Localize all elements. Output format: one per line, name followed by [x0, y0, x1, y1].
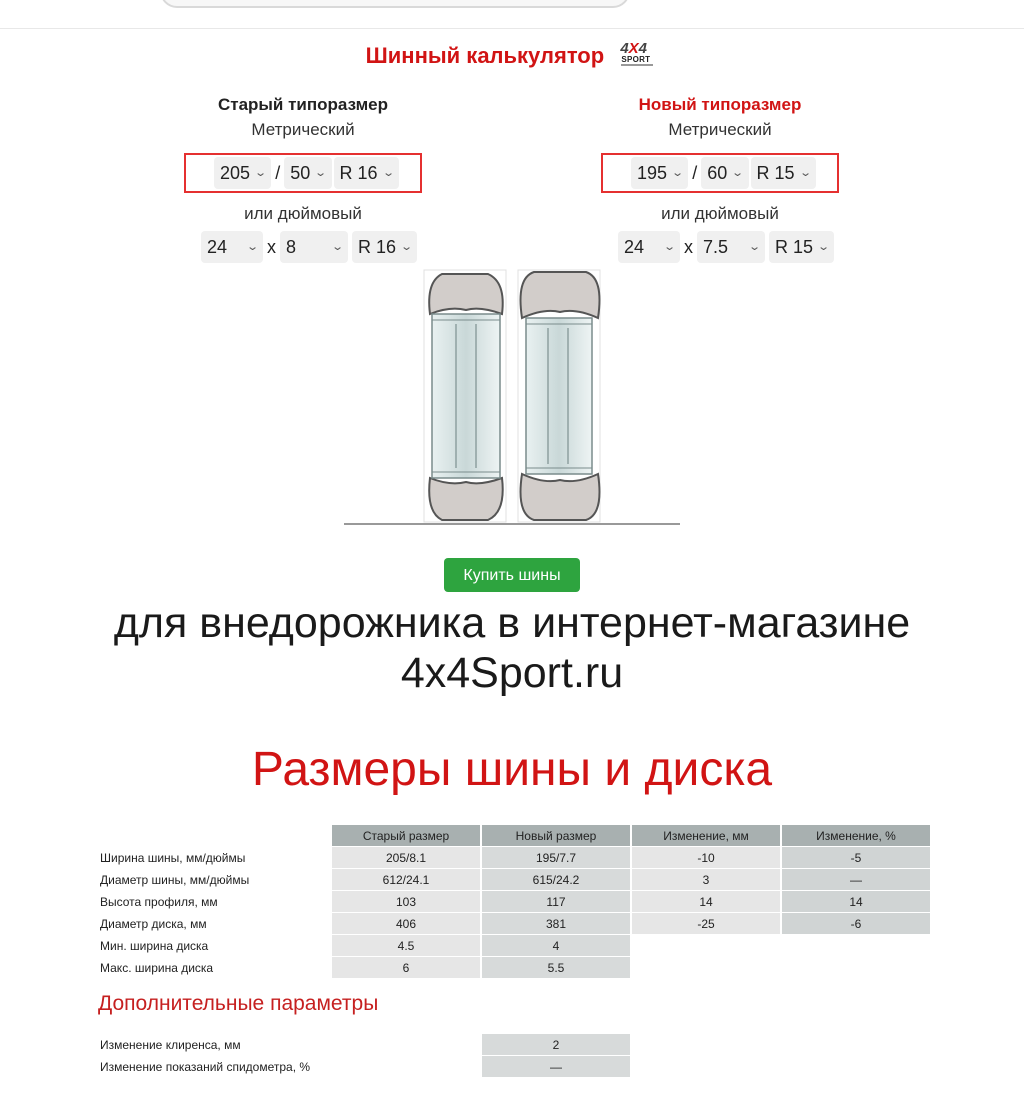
row-label: Мин. ширина диска: [100, 938, 209, 953]
promo-line-1: для внедорожника в интернет-магазине: [113, 599, 911, 647]
new-wheel-icon: [518, 270, 600, 522]
table-row: [96, 891, 930, 912]
specs-table-header: [96, 825, 930, 846]
cell-new: 195/7.7: [482, 847, 630, 868]
old-size-panel: Старый типоразмер Метрический 205 ⌄ / 50 ⌄ R 16 ⌄ или дюймовый 24 ⌄ x 8 ⌄ R 16 ⌄: [143, 93, 463, 265]
sizes-section-title: Размеры шины и диска: [251, 743, 773, 796]
4x4sport-logo-icon[interactable]: 4X4 SPORT: [618, 40, 658, 72]
row-label: Ширина шины, мм/дюймы: [100, 850, 246, 865]
new-inch-label: или дюймовый: [661, 204, 779, 223]
calculator-title: Шинный калькулятор: [365, 43, 605, 68]
row-label: Макс. ширина диска: [100, 960, 214, 975]
new-inch-width-select[interactable]: 7.5 ⌄: [697, 231, 765, 263]
row-label: Высота профиля, мм: [100, 894, 218, 909]
table-row: [96, 957, 930, 978]
row-label: Изменение показаний спидометра, %: [100, 1059, 311, 1074]
header-old-size: Старый размер: [332, 825, 480, 846]
extra-params-title: Дополнительные параметры: [98, 992, 379, 1015]
row-label: Диаметр шины, мм/дюймы: [100, 872, 250, 887]
table-row: [96, 1056, 630, 1077]
cell-diff-pct: 14: [782, 891, 930, 912]
cell-old: 612/24.1: [332, 869, 480, 890]
old-profile-select[interactable]: 50 ⌄: [284, 157, 331, 189]
promo-site-link[interactable]: 4x4Sport.ru: [400, 649, 624, 697]
cell-new: 381: [482, 913, 630, 934]
table-row: [96, 869, 930, 890]
cell-old: 103: [332, 891, 480, 912]
table-row: [96, 1034, 630, 1055]
row-label: Изменение клиренса, мм: [100, 1037, 241, 1052]
chevron-down-icon: ⌄: [671, 167, 685, 179]
new-size-panel: Новый типоразмер Метрический 195 ⌄ / 60 ⌄ R 15 ⌄ или дюймовый 24 ⌄ x 7.5 ⌄ R 15 ⌄: [560, 93, 880, 265]
cell-diff-mm: 14: [632, 891, 780, 912]
cell-diff-pct: —: [782, 869, 930, 890]
old-inch-diameter-select[interactable]: 24 ⌄: [201, 231, 263, 263]
chevron-down-icon: ⌄: [314, 167, 328, 179]
old-size-heading: Старый типоразмер: [217, 95, 389, 114]
old-inch-rim-select[interactable]: R 16 ⌄: [352, 231, 417, 263]
new-profile-select[interactable]: 60 ⌄: [701, 157, 748, 189]
old-rim-select[interactable]: R 16 ⌄: [334, 157, 399, 189]
chevron-down-icon: ⌄: [381, 167, 395, 179]
cell-value: —: [482, 1056, 630, 1077]
buy-tires-button[interactable]: Купить шины: [444, 558, 580, 592]
cell-diff-mm: 3: [632, 869, 780, 890]
new-rim-select[interactable]: R 15 ⌄: [751, 157, 816, 189]
table-row: [96, 935, 930, 956]
old-width-select[interactable]: 205 ⌄: [214, 157, 271, 189]
cell-new: 5.5: [482, 957, 630, 978]
new-width-select[interactable]: 195 ⌄: [631, 157, 688, 189]
table-row: [96, 913, 930, 934]
new-inch-rim-select[interactable]: R 15 ⌄: [769, 231, 834, 263]
extra-params-table: [94, 1033, 632, 1078]
wheel-comparison-illustration: [330, 262, 690, 532]
cell-old: 6: [332, 957, 480, 978]
browser-address-bar[interactable]: [160, 0, 630, 8]
header-change-pct: Изменение, %: [782, 825, 930, 846]
header-divider: [0, 28, 1024, 29]
cell-diff-mm: -10: [632, 847, 780, 868]
table-row: [96, 847, 930, 868]
chevron-down-icon: ⌄: [817, 241, 831, 253]
cell-new: 615/24.2: [482, 869, 630, 890]
chevron-down-icon: ⌄: [245, 241, 259, 253]
old-metric-selector: 205 ⌄ / 50 ⌄ R 16 ⌄: [184, 153, 422, 193]
new-inch-diameter-select[interactable]: 24 ⌄: [618, 231, 680, 263]
cell-old: 4.5: [332, 935, 480, 956]
new-metric-label: Метрический: [668, 120, 772, 139]
cell-old: 205/8.1: [332, 847, 480, 868]
cell-diff-mm: -25: [632, 913, 780, 934]
cell-diff-pct: -6: [782, 913, 930, 934]
old-wheel-icon: [424, 270, 506, 522]
old-inch-width-select[interactable]: 8 ⌄: [280, 231, 348, 263]
old-metric-label: Метрический: [251, 120, 355, 139]
chevron-down-icon: ⌄: [731, 167, 745, 179]
specs-table: [94, 824, 932, 979]
cell-old: 406: [332, 913, 480, 934]
cell-value: 2: [482, 1034, 630, 1055]
calculator-header: [0, 40, 1024, 72]
chevron-down-icon: ⌄: [254, 167, 268, 179]
cell-new: 4: [482, 935, 630, 956]
cell-diff-pct: -5: [782, 847, 930, 868]
new-metric-selector: 195 ⌄ / 60 ⌄ R 15 ⌄: [601, 153, 839, 193]
chevron-down-icon: ⌄: [662, 241, 676, 253]
new-size-heading: Новый типоразмер: [638, 95, 802, 114]
chevron-down-icon: ⌄: [330, 241, 344, 253]
cell-new: 117: [482, 891, 630, 912]
chevron-down-icon: ⌄: [798, 167, 812, 179]
header-change-mm: Изменение, мм: [632, 825, 780, 846]
chevron-down-icon: ⌄: [400, 241, 414, 253]
chevron-down-icon: ⌄: [747, 241, 761, 253]
promo-text: [0, 598, 1024, 698]
row-label: Диаметр диска, мм: [100, 916, 207, 931]
old-inch-label: или дюймовый: [244, 204, 362, 223]
header-new-size: Новый размер: [482, 825, 630, 846]
